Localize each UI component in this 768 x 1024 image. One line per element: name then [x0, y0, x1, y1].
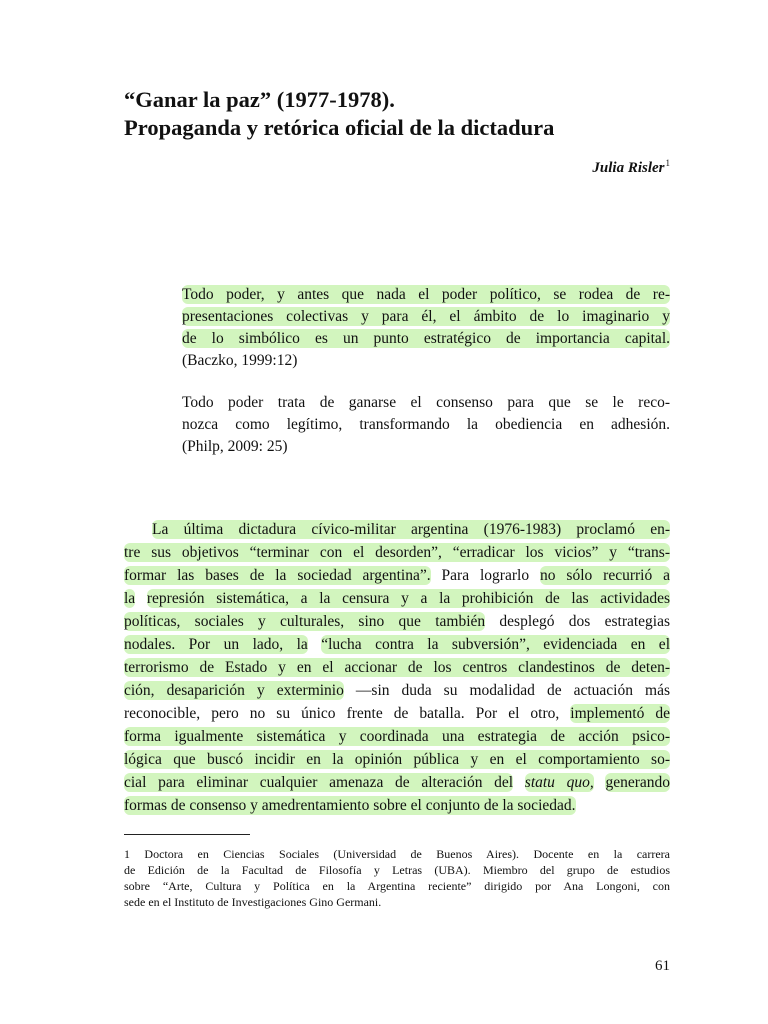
quote-citation: (Baczko, 1999:12)	[182, 352, 298, 369]
quote-line: Todo poder, y antes que nada el poder político, se rodea de re-	[182, 286, 670, 303]
footnote-separator	[124, 834, 250, 835]
author-footnote-ref[interactable]: 1	[665, 158, 670, 168]
footnote-line: de Edición de la Facultad de Filosofía y Letras (UBA). Miembro del grupo de estudios	[124, 863, 670, 877]
quote-citation: (Philp, 2009: 25)	[182, 438, 288, 455]
author-name: Julia Risler$^1$	[592, 158, 670, 176]
title-line-2: Propaganda y retórica oficial de la dictadura	[124, 115, 555, 140]
chapter-title	[124, 86, 684, 142]
epigraph-quote-1	[182, 284, 670, 372]
body-paragraph: La última dictadura cívico-militar argentina (1976-1983) proclamó en- tre sus objetivos “terminar con el desorden”, “erradicar los vicios” y “trans- formar las bases de la sociedad argentina”. Para lograrlo no sólo recurrió a la represión sistemática, a la censura y a la prohibición de las actividades políticas, sociales y culturales, sino que también desplegó dos estrategias nodales. Por un lado, la “lucha contra la subversión”, evidenciada en el terrorismo de Estado y en el accionar de los centros clandestinos de deten- ción, desaparición y exterminio —sin duda su modalidad de actuación más reconocible, pero no su único frente de batalla. Por el otro, implementó de forma igualmente sistemática y coordinada una estrategia de acción psico- lógica que buscó incidir en la opinión pública y en el comportamiento so- cial para eliminar cualquier amenaza de alteración del statu quo, generando formas de consenso y amedrentamiento sobre el conjunto de la sociedad.	[124, 521, 671, 814]
body-line: La última dictadura cívico-militar argentina (1976-1983) proclamó en-	[152, 521, 670, 538]
footnote	[124, 846, 670, 910]
title-line-1: “Ganar la paz” (1977-1978).	[124, 87, 395, 112]
footnote-line: 1 Doctora en Ciencias Sociales (Universidad de Buenos Aires). Docente en la carrera	[124, 847, 670, 861]
footnote-line: sobre “Arte, Cultura y Política en la Argentina reciente” dirigido por Ana Longoni, con	[124, 879, 670, 893]
body-line: forma igualmente sistemática y coordinada una estrategia de acción psico-	[124, 728, 670, 745]
footnote-line: sede en el Instituto de Investigaciones Gino Germani.	[124, 895, 382, 909]
body-line: tre sus objetivos “terminar con el desorden”, “erradicar los vicios” y “trans-	[124, 544, 670, 561]
quote-line: presentaciones colectivas y para él, el ámbito de lo imaginario y	[182, 308, 670, 325]
body-line: lógica que buscó incidir en la opinión pública y en el comportamiento so-	[124, 751, 670, 768]
quote-line: nozca como legítimo, transformando la obediencia en adhesión.	[182, 416, 670, 433]
epigraph-quote-2	[182, 392, 670, 458]
quote-line: Todo poder trata de ganarse el consenso para que se le reco-	[182, 394, 670, 411]
body-line: terrorismo de Estado y en el accionar de los centros clandestinos de deten-	[124, 659, 670, 676]
quote-line: de lo simbólico es un punto estratégico de importancia capital.	[182, 330, 670, 347]
page-number: 61	[655, 958, 670, 974]
body-line: formas de consenso y amedrentamiento sobre el conjunto de la sociedad.	[124, 797, 576, 814]
